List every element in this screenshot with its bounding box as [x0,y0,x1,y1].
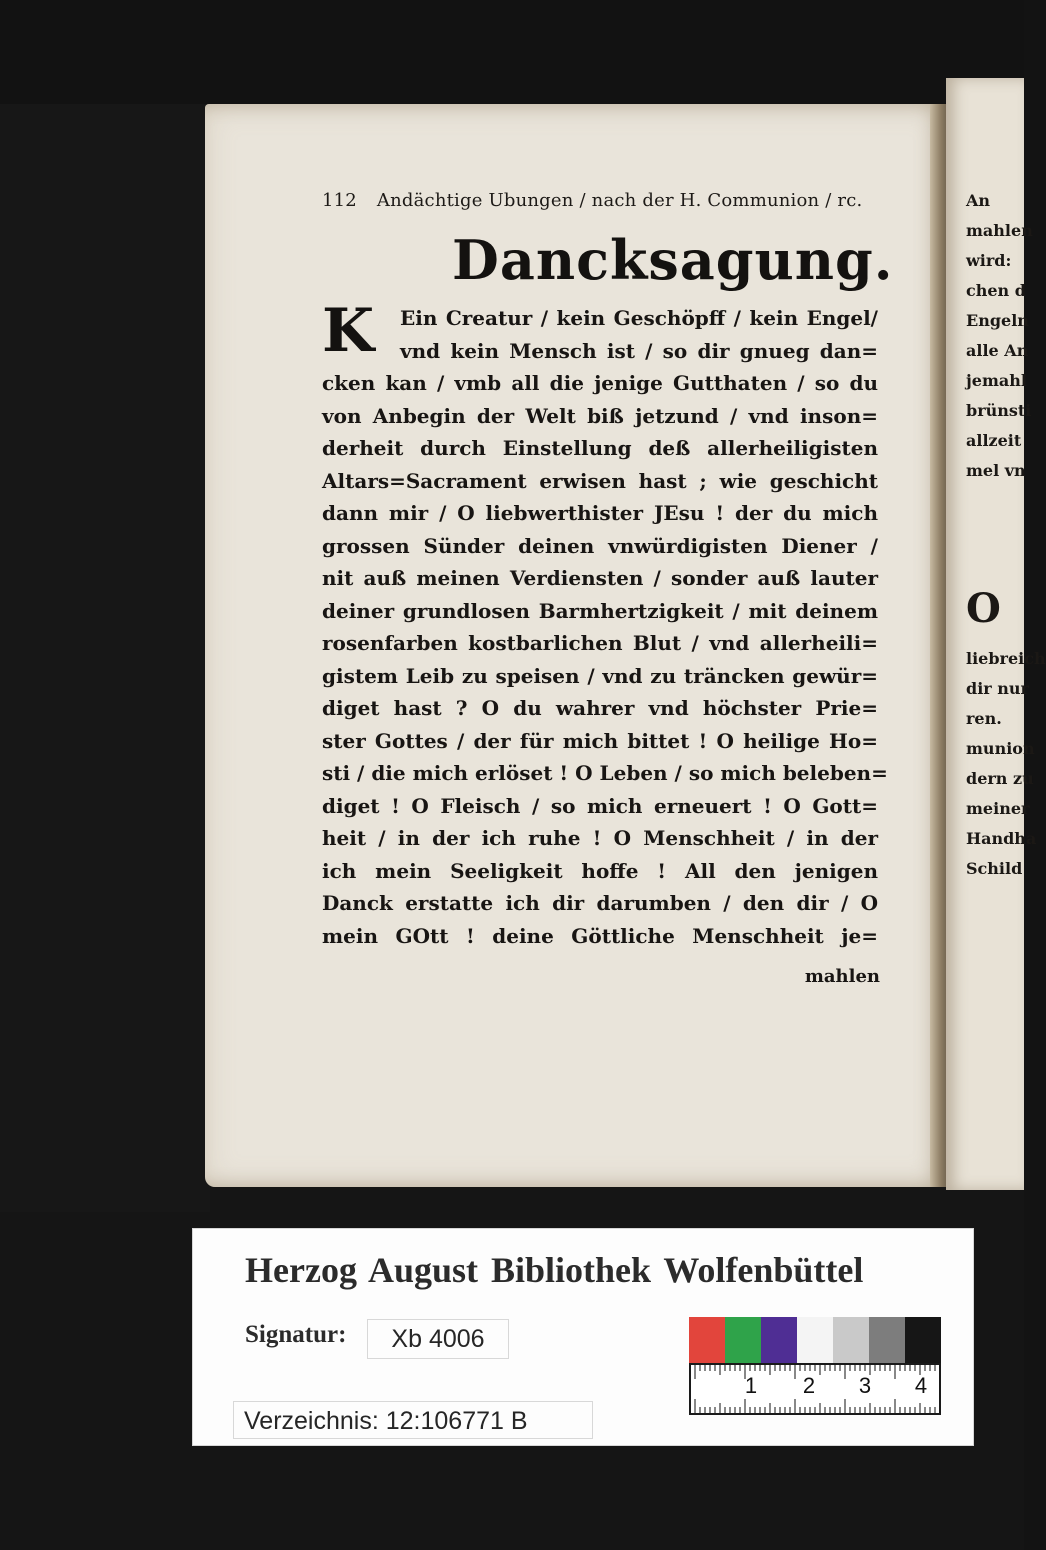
color-patch-dark-gray [869,1317,905,1363]
text-line: diget hast ? O du wahrer vnd höchster Prie= [322,696,878,720]
color-calibration-chart [689,1317,941,1363]
text-line: von Anbegin der Welt biß jetzund / vnd inson= [322,403,878,428]
facing-line: liebreich [966,649,1046,668]
color-patch-green [725,1317,761,1363]
running-header [322,190,882,216]
facing-line: dern zu [966,769,1034,788]
scale-number: 3 [858,1373,872,1398]
facing-line: ren. [966,709,1002,728]
text-line: rosenfarben kostbarlichen Blut / vnd allerheili= [322,631,878,655]
facing-line: wird: [966,251,1012,270]
facing-line: allzeit [966,431,1022,450]
text-line: ich mein Seeligkeit hoffe ! All den jenigen [322,858,878,883]
facing-line: dir nur [966,679,1029,698]
color-patch-white [797,1317,833,1363]
black-cloth-left [0,0,210,1212]
facing-line: alle An [966,341,1029,360]
text-line: cken kan / vmb all die jenige Gutthaten / so du [322,371,878,395]
signatur-value: Xb 4006 [367,1319,509,1359]
text-line: Ein Creatur / kein Geschöpff / kein Engel/ [400,306,878,330]
facing-line: meiner [966,799,1030,818]
text-line: derheit durch Einstellung deß allerheiligisten [322,436,878,460]
library-label-card [192,1228,974,1446]
catchword: mahlen [804,966,880,987]
facing-line: Handha [966,829,1037,848]
text-line: ster Gottes / der für mich bittet ! O heilige Ho= [322,728,878,753]
text-line: Danck erstatte ich dir darumben / den dir / O [322,891,878,915]
text-line: mein GOtt ! deine Göttliche Menschheit je= [322,923,878,948]
color-patch-black [905,1317,941,1363]
facing-line: brünsti [966,401,1032,420]
facing-line: Schild [966,859,1023,878]
decorated-initial: K [322,296,375,366]
color-patch-light-gray [833,1317,869,1363]
body-text [322,296,888,952]
facing-gap [966,486,1024,574]
text-line: nit auß meinen Verdiensten / sonder auß lauter [322,566,878,590]
facing-page-text [966,186,1046,884]
text-line: gistem Leib zu speisen / vnd zu träncken gewür= [322,663,878,688]
verzeichnis-value: Verzeichnis: 12:106771 B [233,1401,593,1439]
text-line: diget ! O Fleisch / so mich erneuert ! O Gott= [322,793,878,818]
measurement-scale [689,1363,941,1415]
text-line: dann mir / O liebwerthister JEsu ! der du mich [322,501,878,525]
scale-number: 4 [914,1373,928,1398]
text-line: sti / die mich erlöset ! O Leben / so mich beleben= [322,761,888,785]
page-number: 112 [322,190,357,211]
facing-line: Engeln [966,311,1029,330]
scale-number: 2 [802,1373,816,1398]
signatur-label: Signatur: [245,1321,347,1348]
facing-line: chen d [966,281,1026,300]
text-line: Altars=Sacrament erwisen hast ; wie geschicht [322,468,878,493]
facing-line: An [966,191,991,210]
facing-line: mahlen [966,221,1033,240]
text-line: heit / in der ich ruhe ! O Menschheit / in der [322,826,878,850]
black-cloth-top [0,0,1024,104]
facing-initial: O [966,585,1001,632]
facing-line: mel vn [966,461,1026,480]
color-patch-purple [761,1317,797,1363]
text-line: vnd kein Mensch ist / so dir gnueg dan= [400,338,878,363]
text-line: grossen Sünder deinen vnwürdigisten Diener / [322,533,878,558]
scale-number: 1 [744,1373,758,1398]
color-patch-red [689,1317,725,1363]
section-heading: Dancksagung. [452,228,894,292]
running-title: Andächtige Ubungen / nach der H. Communion / rc. [376,190,863,211]
facing-line: munion [966,739,1035,758]
facing-line: jemahl [966,371,1027,390]
library-name: Herzog August Bibliothek Wolfenbüttel [245,1250,864,1290]
text-line: deiner grundlosen Barmhertzigkeit / mit deinem [322,598,878,623]
